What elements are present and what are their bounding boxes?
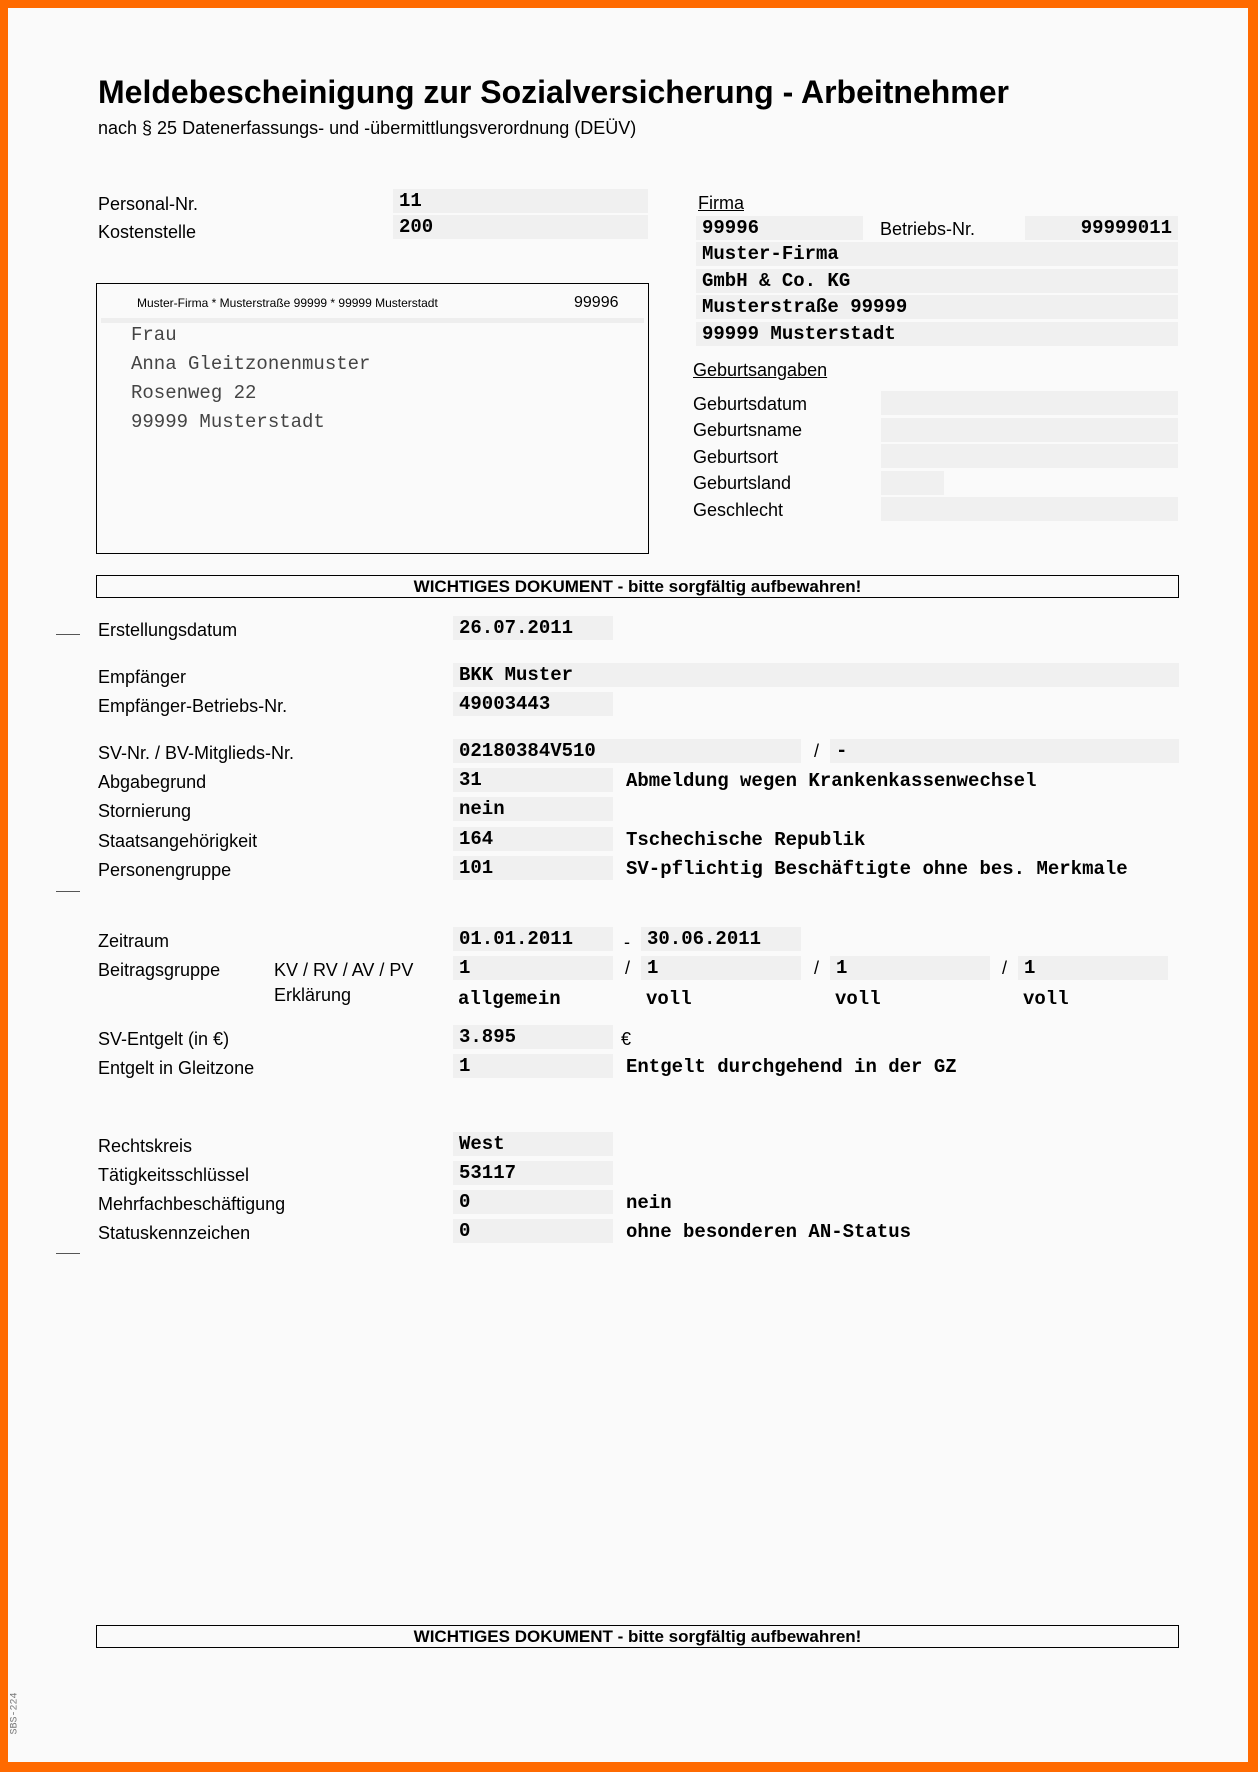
kostenstelle-field: 200 [393, 215, 648, 239]
personengruppe-code: 101 [453, 856, 613, 880]
svnr-label: SV-Nr. / BV-Mitglieds-Nr. [98, 743, 295, 763]
firma-address-line: Muster-Firma [696, 242, 1178, 266]
fold-mark [56, 634, 80, 635]
erstellungsdatum-field: 26.07.2011 [453, 616, 613, 640]
mehrfachbeschaeftigung-code: 0 [453, 1190, 613, 1214]
staatsangehoerigkeit-label: Staatsangehörigkeit [98, 831, 258, 851]
beitragsgruppe-pv: 1 [1018, 956, 1168, 980]
beitragsgruppe-separator: / [1002, 958, 1008, 978]
stornierung-label: Stornierung [98, 801, 192, 821]
fold-mark [56, 1253, 80, 1254]
svnr-separator: / [814, 741, 820, 761]
rechtskreis-field: West [453, 1132, 613, 1156]
sender-divider [101, 318, 644, 323]
mehrfachbeschaeftigung-text: nein [626, 1192, 672, 1214]
geschlecht-label: Geschlecht [693, 500, 784, 520]
recipient-line: Rosenweg 22 [131, 382, 257, 404]
kostenstelle-label: Kostenstelle [98, 222, 197, 242]
firma-number: 99996 [696, 216, 863, 240]
taetigkeitsschluessel-field: 53117 [453, 1161, 613, 1185]
empfaenger-label: Empfänger [98, 667, 187, 687]
zeitraum-dash: - [624, 932, 630, 952]
page-title: Meldebescheinigung zur Sozialversicherung - Arbeitnehmer [98, 74, 1009, 110]
gleitzone-label: Entgelt in Gleitzone [98, 1058, 255, 1078]
zeitraum-from: 01.01.2011 [453, 927, 613, 951]
erklaerung-kv: allgemein [458, 988, 561, 1010]
erstellungsdatum-label: Erstellungsdatum [98, 620, 238, 640]
firma-address-line: Musterstraße 99999 [696, 295, 1178, 319]
geburtsname-label: Geburtsname [693, 420, 803, 440]
statuskennzeichen-label: Statuskennzeichen [98, 1223, 251, 1243]
currency-symbol: € [621, 1029, 632, 1049]
gleitzone-text: Entgelt durchgehend in der GZ [626, 1056, 957, 1078]
geburtsort-field [881, 444, 1178, 468]
sender-line: Muster-Firma * Musterstraße 99999 * 99999 Musterstadt [137, 296, 438, 310]
geschlecht-field [881, 497, 1178, 521]
sv-entgelt-label: SV-Entgelt (in €) [98, 1029, 230, 1049]
beitragsgruppe-separator: / [814, 958, 820, 978]
staatsangehoerigkeit-text: Tschechische Republik [626, 829, 866, 851]
recipient-line: Frau [131, 324, 177, 346]
geburt-heading: Geburtsangaben [693, 360, 828, 380]
beitragsgruppe-kv: 1 [453, 956, 613, 980]
geburtsname-field [881, 418, 1178, 442]
firma-heading: Firma [698, 193, 744, 213]
personengruppe-text: SV-pflichtig Beschäftigte ohne bes. Merkmale [626, 858, 1128, 880]
svnr-field: 02180384V510 [453, 739, 801, 763]
beitragsgruppe-av: 1 [830, 956, 990, 980]
page-subtitle: nach § 25 Datenerfassungs- und -übermittlungsverordnung (DEÜV) [98, 118, 637, 138]
empfaenger-betriebs-nr-label: Empfänger-Betriebs-Nr. [98, 696, 288, 716]
geburtsort-label: Geburtsort [693, 447, 779, 467]
important-banner-bottom: WICHTIGES DOKUMENT - bitte sorgfältig aufbewahren! [96, 1625, 1179, 1648]
abgabegrund-text: Abmeldung wegen Krankenkassenwechsel [626, 770, 1037, 792]
statuskennzeichen-text: ohne besonderen AN-Status [626, 1221, 912, 1243]
important-banner: WICHTIGES DOKUMENT - bitte sorgfältig aufbewahren! [96, 575, 1179, 598]
abgabegrund-label: Abgabegrund [98, 772, 207, 792]
beitragsgruppe-label: Beitragsgruppe [98, 960, 221, 980]
personal-nr-label: Personal-Nr. [98, 194, 199, 214]
zeitraum-to: 30.06.2011 [641, 927, 801, 951]
beitragsgruppe-sublabel: KV / RV / AV / PV [274, 960, 414, 980]
personal-nr-field: 11 [393, 189, 648, 213]
personengruppe-label: Personengruppe [98, 860, 232, 880]
mehrfachbeschaeftigung-label: Mehrfachbeschäftigung [98, 1194, 286, 1214]
address-box [96, 283, 649, 554]
bv-mitglieds-field: - [830, 739, 1179, 763]
geburtsdatum-label: Geburtsdatum [693, 394, 808, 414]
firma-address-line: GmbH & Co. KG [696, 269, 1178, 293]
beitragsgruppe-separator: / [625, 958, 631, 978]
stornierung-field: nein [453, 797, 613, 821]
rechtskreis-label: Rechtskreis [98, 1136, 193, 1156]
gleitzone-code: 1 [453, 1054, 613, 1078]
empfaenger-field: BKK Muster [453, 663, 1179, 687]
erklaerung-av: voll [835, 988, 881, 1010]
fold-mark [56, 891, 80, 892]
betriebs-nr-label: Betriebs-Nr. [880, 219, 976, 239]
erklaerung-rv: voll [646, 988, 692, 1010]
sender-code: 99996 [574, 294, 619, 311]
empfaenger-betriebs-nr-field: 49003443 [453, 692, 613, 716]
geburtsland-field [881, 471, 944, 495]
sv-entgelt-field: 3.895 [453, 1025, 613, 1049]
statuskennzeichen-code: 0 [453, 1219, 613, 1243]
beitragsgruppe-rv: 1 [641, 956, 801, 980]
geburtsland-label: Geburtsland [693, 473, 792, 493]
erklaerung-pv: voll [1023, 988, 1069, 1010]
firma-address-line: 99999 Musterstadt [696, 322, 1178, 346]
recipient-line: 99999 Musterstadt [131, 411, 325, 433]
abgabegrund-code: 31 [453, 768, 613, 792]
erklaerung-label: Erklärung [274, 985, 352, 1005]
recipient-line: Anna Gleitzonenmuster [131, 353, 371, 375]
document-page [8, 8, 1248, 1762]
betriebs-nr-field: 99999011 [1025, 216, 1178, 240]
taetigkeitsschluessel-label: Tätigkeitsschlüssel [98, 1165, 250, 1185]
zeitraum-label: Zeitraum [98, 931, 170, 951]
staatsangehoerigkeit-code: 164 [453, 827, 613, 851]
form-code: SBS-224 [9, 1692, 21, 1735]
geburtsdatum-field [881, 391, 1178, 415]
